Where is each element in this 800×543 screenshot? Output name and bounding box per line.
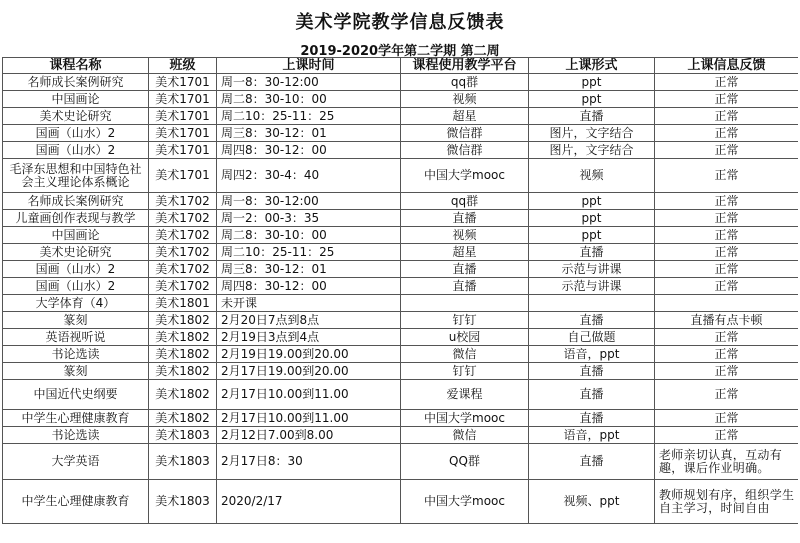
platform-cell: 视频 xyxy=(401,91,529,108)
class-cell: 美术1702 xyxy=(149,227,217,244)
form-cell: 直播 xyxy=(529,244,655,261)
column-header-class: 班级 xyxy=(149,58,217,74)
form-cell: 语音，ppt xyxy=(529,427,655,444)
feedback-table xyxy=(2,57,798,524)
time-cell: 2月17日10.00到11.00 xyxy=(217,380,401,410)
time-cell: 2月17日10.00到11.00 xyxy=(217,410,401,427)
platform-cell: 中国大学mooc xyxy=(401,480,529,524)
class-cell: 美术1702 xyxy=(149,193,217,210)
table-row xyxy=(3,312,799,329)
course-cell: 中学生心理健康教育 xyxy=(3,410,149,427)
table-row xyxy=(3,444,799,480)
form-cell: ppt xyxy=(529,74,655,91)
form-cell: ppt xyxy=(529,227,655,244)
time-cell: 2月19日19.00到20.00 xyxy=(217,346,401,363)
table-row xyxy=(3,346,799,363)
semester-subtitle: 2019-2020学年第二学期 第二周 xyxy=(300,44,500,59)
class-cell: 美术1702 xyxy=(149,278,217,295)
table-row xyxy=(3,227,799,244)
time-cell: 周一8：30-12:00 xyxy=(217,74,401,91)
course-cell: 中国画论 xyxy=(3,227,149,244)
class-cell: 美术1803 xyxy=(149,444,217,480)
class-cell: 美术1802 xyxy=(149,329,217,346)
form-cell: 视频、ppt xyxy=(529,480,655,524)
platform-cell: 直播 xyxy=(401,278,529,295)
feedback-cell: 正常 xyxy=(655,363,799,380)
table-row xyxy=(3,210,799,227)
table-row xyxy=(3,159,799,193)
form-cell: 直播 xyxy=(529,410,655,427)
course-cell: 国画（山水）2 xyxy=(3,261,149,278)
class-cell: 美术1702 xyxy=(149,261,217,278)
time-cell: 2月17日19.00到20.00 xyxy=(217,363,401,380)
feedback-cell: 正常 xyxy=(655,159,799,193)
course-cell: 英语视听说 xyxy=(3,329,149,346)
form-cell: 示范与讲课 xyxy=(529,261,655,278)
form-cell: 直播 xyxy=(529,108,655,125)
platform-cell xyxy=(401,295,529,312)
time-cell: 周二8：30-10：00 xyxy=(217,91,401,108)
table-row xyxy=(3,261,799,278)
class-cell: 美术1701 xyxy=(149,142,217,159)
course-cell: 中学生心理健康教育 xyxy=(3,480,149,524)
feedback-cell: 正常 xyxy=(655,427,799,444)
class-cell: 美术1802 xyxy=(149,363,217,380)
class-cell: 美术1702 xyxy=(149,210,217,227)
time-cell: 未开课 xyxy=(217,295,401,312)
table-row xyxy=(3,380,799,410)
feedback-cell: 教师规划有序，组织学生自主学习，时间自由 xyxy=(655,480,799,524)
time-cell: 周四8：30-12：00 xyxy=(217,278,401,295)
table-row xyxy=(3,329,799,346)
table-row xyxy=(3,480,799,524)
feedback-cell: 老师亲切认真，互动有趣，课后作业明确。 xyxy=(655,444,799,480)
header-row xyxy=(3,58,799,74)
feedback-cell: 正常 xyxy=(655,261,799,278)
course-cell: 篆刻 xyxy=(3,312,149,329)
platform-cell: 视频 xyxy=(401,227,529,244)
course-cell: 中国画论 xyxy=(3,91,149,108)
course-cell: 名师成长案例研究 xyxy=(3,74,149,91)
feedback-cell: 正常 xyxy=(655,380,799,410)
feedback-cell: 正常 xyxy=(655,142,799,159)
feedback-cell: 正常 xyxy=(655,125,799,142)
feedback-cell: 正常 xyxy=(655,193,799,210)
course-cell: 毛泽东思想和中国特色社会主义理论体系概论 xyxy=(3,159,149,193)
table-row xyxy=(3,244,799,261)
table-row xyxy=(3,74,799,91)
column-header-course: 课程名称 xyxy=(3,58,149,74)
platform-cell: 微信群 xyxy=(401,142,529,159)
form-cell: 图片，文字结合 xyxy=(529,125,655,142)
column-header-time: 上课时间 xyxy=(217,58,401,74)
feedback-cell: 正常 xyxy=(655,91,799,108)
platform-cell: 超星 xyxy=(401,108,529,125)
class-cell: 美术1803 xyxy=(149,427,217,444)
page-title: 美术学院教学信息反馈表 xyxy=(295,12,505,33)
form-cell: 视频 xyxy=(529,159,655,193)
feedback-cell: 直播有点卡顿 xyxy=(655,312,799,329)
class-cell: 美术1701 xyxy=(149,108,217,125)
class-cell: 美术1702 xyxy=(149,244,217,261)
form-cell: 自己做题 xyxy=(529,329,655,346)
feedback-cell: 正常 xyxy=(655,210,799,227)
table-row xyxy=(3,295,799,312)
course-cell: 国画（山水）2 xyxy=(3,278,149,295)
column-header-feedback: 上课信息反馈 xyxy=(655,58,799,74)
column-header-form: 上课形式 xyxy=(529,58,655,74)
table-row xyxy=(3,108,799,125)
form-cell: 直播 xyxy=(529,312,655,329)
table-row xyxy=(3,410,799,427)
time-cell: 2月19日3点到4点 xyxy=(217,329,401,346)
table-row xyxy=(3,427,799,444)
table-row xyxy=(3,91,799,108)
form-cell: ppt xyxy=(529,210,655,227)
time-cell: 周三8：30-12：01 xyxy=(217,261,401,278)
platform-cell: 中国大学mooc xyxy=(401,159,529,193)
time-cell: 周一8：30-12:00 xyxy=(217,193,401,210)
column-header-platform: 课程使用教学平台 xyxy=(401,58,529,74)
time-cell: 周三8：30-12：01 xyxy=(217,125,401,142)
platform-cell: qq群 xyxy=(401,74,529,91)
platform-cell: 直播 xyxy=(401,210,529,227)
form-cell: ppt xyxy=(529,91,655,108)
form-cell xyxy=(529,295,655,312)
feedback-cell: 正常 xyxy=(655,346,799,363)
platform-cell: 微信 xyxy=(401,346,529,363)
time-cell: 周四8：30-12：00 xyxy=(217,142,401,159)
feedback-cell xyxy=(655,295,799,312)
class-cell: 美术1802 xyxy=(149,410,217,427)
form-cell: 图片，文字结合 xyxy=(529,142,655,159)
course-cell: 美术史论研究 xyxy=(3,244,149,261)
course-cell: 国画（山水）2 xyxy=(3,125,149,142)
form-cell: 示范与讲课 xyxy=(529,278,655,295)
platform-cell: 微信 xyxy=(401,427,529,444)
platform-cell: 超星 xyxy=(401,244,529,261)
time-cell: 2月17日8：30 xyxy=(217,444,401,480)
time-cell: 周四2：30-4：40 xyxy=(217,159,401,193)
form-cell: ppt xyxy=(529,193,655,210)
table-row xyxy=(3,125,799,142)
table-row xyxy=(3,142,799,159)
feedback-cell: 正常 xyxy=(655,74,799,91)
feedback-cell: 正常 xyxy=(655,227,799,244)
class-cell: 美术1701 xyxy=(149,91,217,108)
feedback-table-container xyxy=(2,57,798,541)
platform-cell: qq群 xyxy=(401,193,529,210)
course-cell: 美术史论研究 xyxy=(3,108,149,125)
time-cell: 2月20日7点到8点 xyxy=(217,312,401,329)
platform-cell: 中国大学mooc xyxy=(401,410,529,427)
feedback-cell: 正常 xyxy=(655,278,799,295)
time-cell: 2020/2/17 xyxy=(217,480,401,524)
class-cell: 美术1802 xyxy=(149,312,217,329)
feedback-cell: 正常 xyxy=(655,329,799,346)
course-cell: 大学体育（4） xyxy=(3,295,149,312)
platform-cell: 钉钉 xyxy=(401,312,529,329)
form-cell: 直播 xyxy=(529,444,655,480)
class-cell: 美术1802 xyxy=(149,346,217,363)
platform-cell: 微信群 xyxy=(401,125,529,142)
course-cell: 名师成长案例研究 xyxy=(3,193,149,210)
platform-cell: QQ群 xyxy=(401,444,529,480)
table-row xyxy=(3,363,799,380)
feedback-cell: 正常 xyxy=(655,410,799,427)
time-cell: 周二10：25-11：25 xyxy=(217,108,401,125)
class-cell: 美术1701 xyxy=(149,125,217,142)
table-row xyxy=(3,278,799,295)
time-cell: 周二8：30-10：00 xyxy=(217,227,401,244)
platform-cell: 直播 xyxy=(401,261,529,278)
platform-cell: u校园 xyxy=(401,329,529,346)
course-cell: 大学英语 xyxy=(3,444,149,480)
form-cell: 语音，ppt xyxy=(529,346,655,363)
time-cell: 周二10：25-11：25 xyxy=(217,244,401,261)
course-cell: 儿童画创作表现与教学 xyxy=(3,210,149,227)
class-cell: 美术1802 xyxy=(149,380,217,410)
course-cell: 中国近代史纲要 xyxy=(3,380,149,410)
class-cell: 美术1801 xyxy=(149,295,217,312)
course-cell: 国画（山水）2 xyxy=(3,142,149,159)
class-cell: 美术1701 xyxy=(149,159,217,193)
course-cell: 篆刻 xyxy=(3,363,149,380)
platform-cell: 爱课程 xyxy=(401,380,529,410)
feedback-cell: 正常 xyxy=(655,244,799,261)
time-cell: 2月12日7.00到8.00 xyxy=(217,427,401,444)
course-cell: 书论选读 xyxy=(3,427,149,444)
platform-cell: 钉钉 xyxy=(401,363,529,380)
form-cell: 直播 xyxy=(529,380,655,410)
class-cell: 美术1803 xyxy=(149,480,217,524)
course-cell: 书论选读 xyxy=(3,346,149,363)
class-cell: 美术1701 xyxy=(149,74,217,91)
form-cell: 直播 xyxy=(529,363,655,380)
feedback-cell: 正常 xyxy=(655,108,799,125)
time-cell: 周一2：00-3：35 xyxy=(217,210,401,227)
table-row xyxy=(3,193,799,210)
